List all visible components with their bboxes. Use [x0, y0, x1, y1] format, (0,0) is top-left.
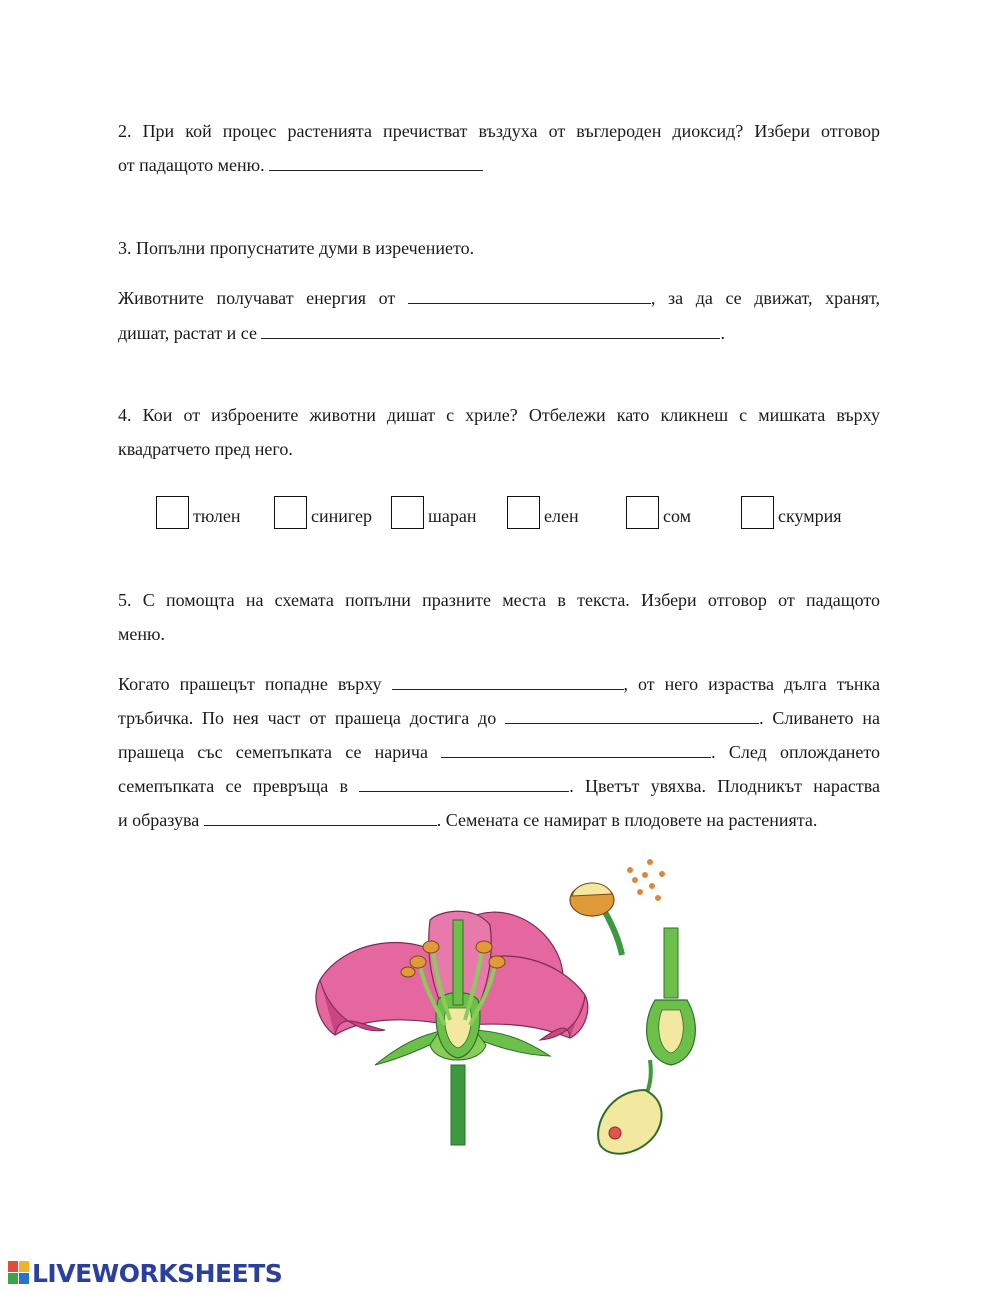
q5-blank-5-dropdown[interactable]: [204, 809, 437, 826]
stem: [451, 1065, 465, 1145]
option-skumriya: [741, 493, 842, 531]
checkbox-skumriya[interactable]: [741, 496, 774, 529]
option-tyulen: [156, 493, 240, 531]
pollen-grain-illustration: [570, 859, 665, 955]
option-label: сом: [663, 505, 692, 526]
anther: [410, 956, 426, 968]
q5-blank-3-dropdown[interactable]: [441, 741, 711, 758]
q4-line-1: 4. Кои от изброените животни дишат с хриле? Отбележи като кликнеш с мишката върху: [118, 405, 880, 425]
pistil-neck: [664, 928, 678, 998]
q5-paragraph-line-1: Когато прашецът попадне върху , от него израства дълга тънка: [118, 674, 880, 694]
option-label: елен: [544, 505, 579, 526]
q2-line-2: от падащото меню.: [118, 154, 880, 176]
option-label: шаран: [428, 505, 477, 526]
pollen-cap: [572, 883, 612, 896]
checkbox-som[interactable]: [626, 496, 659, 529]
pollen-dot: [627, 867, 633, 873]
checkbox-sharan[interactable]: [391, 496, 424, 529]
q3-sentence-line-2: дишат, растат и се .: [118, 323, 725, 343]
q2-line-1: 2. При кой процес растенията пречистват въздуха от въглероден диоксид? Избери отговор: [118, 121, 880, 141]
pollen-dot: [647, 859, 653, 865]
ovule: [598, 1090, 661, 1154]
egg-cell: [609, 1127, 621, 1139]
anther: [476, 941, 492, 953]
checkbox-tyulen[interactable]: [156, 496, 189, 529]
pollen-dot: [659, 871, 665, 877]
pollen-tube: [605, 912, 622, 955]
option-sharan: [391, 493, 476, 531]
pistil-style: [453, 920, 463, 1005]
ovule-illustration: [598, 1060, 661, 1154]
pollen-dot: [637, 889, 643, 895]
q5-blank-1-dropdown[interactable]: [392, 673, 624, 690]
pollen-dot: [649, 883, 655, 889]
liveworksheets-badge-icon: [8, 1261, 30, 1285]
anther: [423, 941, 439, 953]
q2-answer-dropdown[interactable]: [269, 154, 483, 171]
ovule-stalk: [647, 1060, 651, 1092]
q5-blank-4-dropdown[interactable]: [359, 775, 569, 792]
q5-paragraph-line-3: прашеца със семепъпката се нарича . След оплождането: [118, 742, 880, 762]
option-elen: [507, 493, 579, 531]
anther: [489, 956, 505, 968]
pollination-diagram: [300, 850, 720, 1160]
pistil-section-illustration: [647, 928, 696, 1065]
q5-paragraph-line-5: и образува . Семената се намират в плодовете на растенията.: [118, 810, 818, 830]
q5-paragraph-line-2: тръбичка. По нея част от прашеца достига до . Сливането на: [118, 708, 880, 728]
q5-line-1: 5. С помощта на схемата попълни празните места в текста. Избери отговор от падащото: [118, 590, 880, 610]
q3-blank-reproduce-input[interactable]: [261, 322, 720, 339]
option-som: [626, 493, 691, 531]
q5-paragraph-line-4: семепъпката се превръща в . Цветът увяхва. Плодникът нараства: [118, 776, 880, 796]
pollen-dot: [642, 872, 648, 878]
pollen-dot: [655, 895, 661, 901]
q5-line-2: меню.: [118, 624, 165, 644]
q3-instruction: 3. Попълни пропуснатите думи в изречението.: [118, 238, 475, 258]
checkbox-elen[interactable]: [507, 496, 540, 529]
q3-blank-energy-input[interactable]: [408, 287, 651, 304]
flower-illustration: [316, 911, 588, 1145]
liveworksheets-logo[interactable]: [8, 1259, 282, 1287]
option-label: синигер: [311, 505, 373, 526]
option-siniger: [274, 493, 372, 531]
q4-line-2: квадратчето пред него.: [118, 439, 293, 459]
sepal-right: [475, 1030, 550, 1056]
q3-sentence-line-1: Животните получават енергия от , за да се движат, хранят,: [118, 288, 881, 308]
q5-blank-2-dropdown[interactable]: [505, 707, 759, 724]
pollen-dot: [632, 877, 638, 883]
option-label: тюлен: [193, 505, 241, 526]
anther: [401, 967, 415, 977]
option-label: скумрия: [778, 505, 842, 526]
checkbox-siniger[interactable]: [274, 496, 307, 529]
logo-text: LIVEWORKSHEETS: [32, 1258, 283, 1288]
